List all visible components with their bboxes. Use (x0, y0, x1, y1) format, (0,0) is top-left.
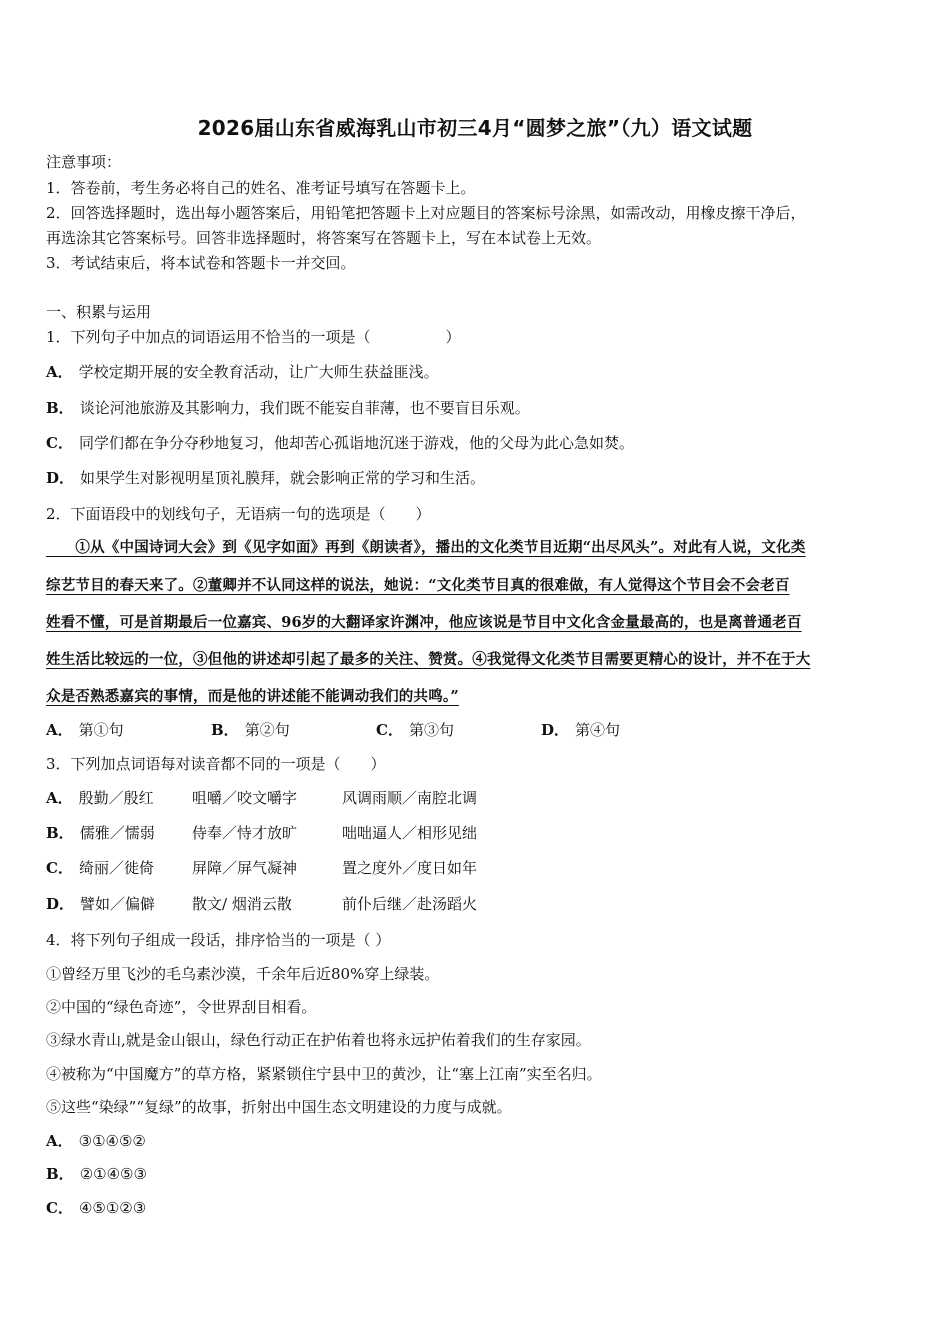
option-row (46, 858, 477, 878)
passage-line: ①从《中国诗词大会》到《见字如面》再到《朗读者》，播出的文化类节目近期“出尽风头”。对此有人说，文化类 (46, 539, 806, 556)
option-label: C． (46, 1199, 73, 1217)
option-text: 第①句 (78, 721, 124, 739)
option-label: C． (46, 859, 73, 877)
passage-line: 姓生活比较远的一位，③但他的讲述却引起了最多的关注、赞赏。④我觉得文化类节目需要更精心的设计，并不在于大 (46, 651, 811, 668)
sentence: ③绿水青山,就是金山银山，绿色行动正在护佑着也将永远护佑着我们的生存家园。 (46, 1031, 591, 1049)
option-text: 学校定期开展的安全教育活动，让广大师生获益匪浅。 (78, 363, 439, 381)
option-label: A． (46, 789, 73, 807)
option (46, 1131, 906, 1151)
option-cell: 风调雨顺／南腔北调 (342, 789, 478, 807)
option-label: D． (46, 895, 75, 913)
option-cell: 屏障／屏气凝神 (192, 859, 298, 877)
option-text: 同学们都在争分夺秒地复习，他却苦心孤诣地沉迷于游戏，他的父母为此心急如焚。 (78, 434, 634, 452)
section-heading: 一、积累与运用 (46, 303, 152, 321)
option-text: 第②句 (244, 721, 290, 739)
option (46, 362, 906, 382)
notice-heading: 注意事项： (46, 153, 122, 171)
option-label: A． (46, 721, 73, 739)
option-cell: 咀嚼／咬文嚼字 (192, 789, 298, 807)
notice-item: 2．回答选择题时，选出每小题答案后，用铅笔把答题卡上对应题目的答案标号涂黑，如需改动，用橡皮擦干净后， (46, 204, 806, 222)
question-stem: 4．将下列句子组成一段话，排序恰当的一项是（ ） (46, 931, 391, 949)
sentence: ②中国的“绿色奇迹”，令世界刮目相看。 (46, 998, 317, 1016)
option (46, 433, 906, 453)
option (46, 468, 906, 488)
passage-line: 姓看不懂，可是首期最后一位嘉宾、96岁的大翻译家许渊冲，他应该说是节目中文化含金量最高的，也是离普通老百 (46, 614, 802, 631)
option-cell: 前仆后继／赴汤蹈火 (342, 895, 478, 913)
passage-line: 众是否熟悉嘉宾的事情，而是他的讲述能不能调动我们的共鸣。” (46, 688, 459, 705)
option-label: C． (376, 721, 403, 739)
option-cell: 譬如／偏僻 (80, 895, 156, 913)
option-label: A． (46, 1132, 73, 1150)
option-text: 第④句 (575, 721, 621, 739)
notice-item: 3．考试结束后，将本试卷和答题卡一并交回。 (46, 254, 356, 272)
notice-item: 再选涂其它答案标号。回答非选择题时，将答案写在答题卡上，写在本试卷上无效。 (46, 229, 602, 247)
option (46, 1198, 906, 1218)
notice-item: 1．答卷前，考生务必将自己的姓名、准考证号填写在答题卡上。 (46, 179, 476, 197)
option-row (46, 788, 477, 808)
option-row (46, 894, 477, 914)
option-text: 如果学生对影视明星顶礼膜拜，就会影响正常的学习和生活。 (80, 469, 486, 487)
option-cell: 儒雅／懦弱 (79, 824, 155, 842)
option-label: C． (46, 434, 73, 452)
option-cell: 咄咄逼人／相形见绌 (342, 824, 478, 842)
question-stem: 1．下列句子中加点的词语运用不恰当的一项是（ ） (46, 328, 461, 346)
option-text: ②①④⑤③ (79, 1165, 147, 1183)
option-label: D． (46, 469, 75, 487)
option-label: B． (211, 721, 239, 739)
question-stem: 3．下列加点词语每对读音都不同的一项是（ ） (46, 755, 386, 773)
option-cell: 置之度外／度日如年 (342, 859, 478, 877)
option-label: B． (46, 1165, 74, 1183)
sentence: ④被称为“中国魔方”的草方格，紧紧锁住宁县中卫的黄沙，让“塞上江南”实至名归。 (46, 1065, 602, 1083)
option-text: ③①④⑤② (78, 1132, 146, 1150)
sentence: ①曾经万里飞沙的毛乌素沙漠，千余年后近80%穿上绿装。 (46, 965, 440, 983)
option-cell: 散文/ 烟消云散 (192, 895, 292, 913)
option (46, 398, 906, 418)
option-label: B． (46, 824, 74, 842)
question-stem: 2．下面语段中的划线句子，无语病一句的选项是（ ） (46, 505, 431, 523)
options-row (46, 720, 620, 740)
page-title: 2026届山东省威海乳山市初三4月“圆梦之旅”（九）语文试题 (197, 116, 753, 140)
option-text: 谈论河池旅游及其影响力，我们既不能妄自菲薄，也不要盲目乐观。 (79, 399, 530, 417)
option-cell: 侍奉／恃才放旷 (192, 824, 298, 842)
option-label: A． (46, 363, 73, 381)
option (46, 1164, 906, 1184)
sentence: ⑤这些“染绿”“复绿”的故事，折射出中国生态文明建设的力度与成就。 (46, 1098, 512, 1116)
option-text: 第③句 (408, 721, 454, 739)
option-cell: 绮丽／徙倚 (78, 859, 154, 877)
option-text: ④⑤①②③ (78, 1199, 147, 1217)
option-label: B． (46, 399, 74, 417)
option-row (46, 823, 477, 843)
option-label: D． (541, 721, 570, 739)
option-cell: 殷勤／殷红 (78, 789, 154, 807)
passage-line: 综艺节目的春天来了。②董卿并不认同这样的说法，她说：“文化类节目真的很难做，有人觉得这个节目会不会老百 (46, 577, 790, 594)
